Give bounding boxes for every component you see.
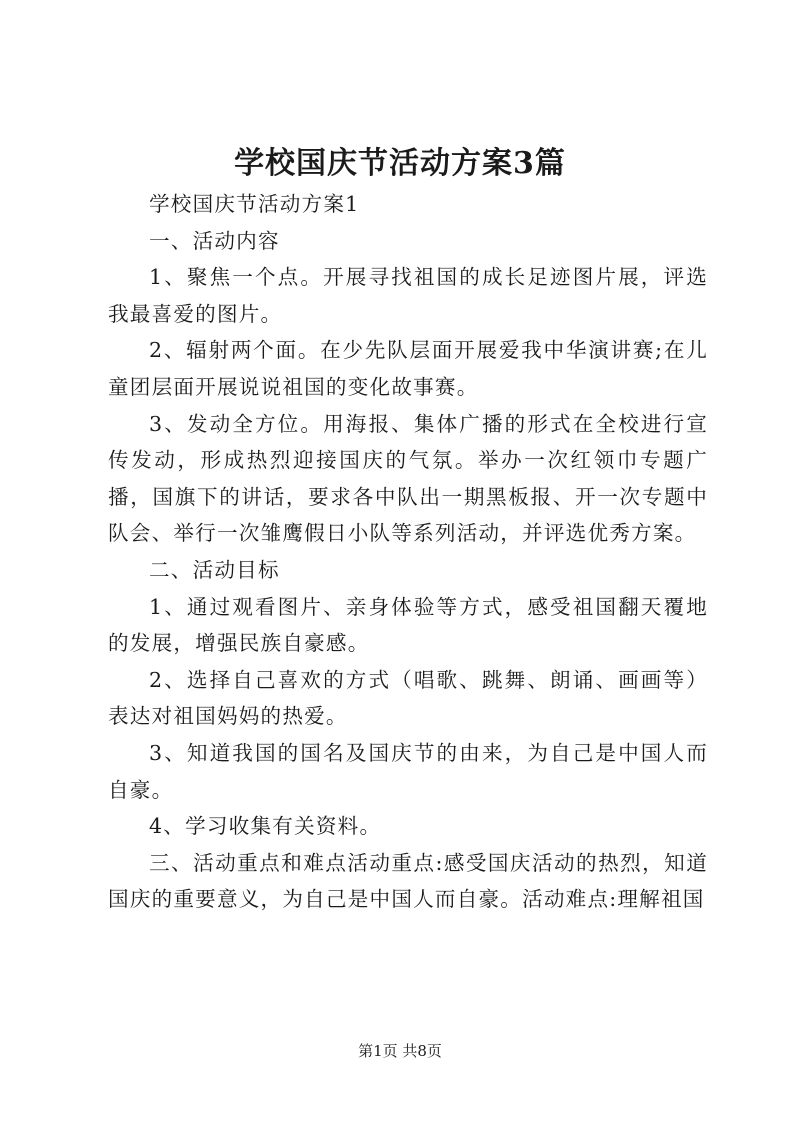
document-title: 学校国庆节活动方案3篇 xyxy=(234,146,566,181)
document-body xyxy=(108,186,708,918)
section-heading-plan-1: 学校国庆节活动方案1 xyxy=(149,192,360,216)
paragraph-content-2: 2、辐射两个面。在少先队层面开展爱我中华演讲赛;在儿童团层面开展说说祖国的变化故事赛。 xyxy=(108,338,708,399)
paragraph-goal-3: 3、知道我国的国名及国庆节的由来，为自己是中国人而自豪。 xyxy=(108,740,708,802)
section-heading-activity-goals: 二、活动目标 xyxy=(149,557,280,582)
page-footer: 第1页 共8页 xyxy=(358,1042,442,1060)
paragraph-content-3: 3、发动全方位。用海报、集体广播的形式在全校进行宣传发动，形成热烈迎接国庆的气氛。举办一次红领巾专题广播，国旗下的讲话，要求各中队出一期黑板报、开一次专题中队会、举行一次雏鹰假日小队等系列活动，并评选优秀方案。 xyxy=(108,411,708,546)
paragraph-content-1: 1、聚焦一个点。开展寻找祖国的成长足迹图片展，评选我最喜爱的图片。 xyxy=(108,265,708,326)
paragraph-goal-1: 1、通过观看图片、亲身体验等方式，感受祖国翻天覆地的发展，增强民族自豪感。 xyxy=(108,594,708,656)
paragraph-key-points: 三、活动重点和难点活动重点:感受国庆活动的热烈，知道国庆的重要意义，为自己是中国人而自豪。活动难点:理解祖国 xyxy=(108,850,708,912)
paragraph-goal-2: 2、选择自己喜欢的方式（唱歌、跳舞、朗诵、画画等）表达对祖国妈妈的热爱。 xyxy=(108,667,708,729)
paragraph-goal-4: 4、学习收集有关资料。 xyxy=(149,814,382,839)
section-heading-activity-content: 一、活动内容 xyxy=(149,228,280,253)
